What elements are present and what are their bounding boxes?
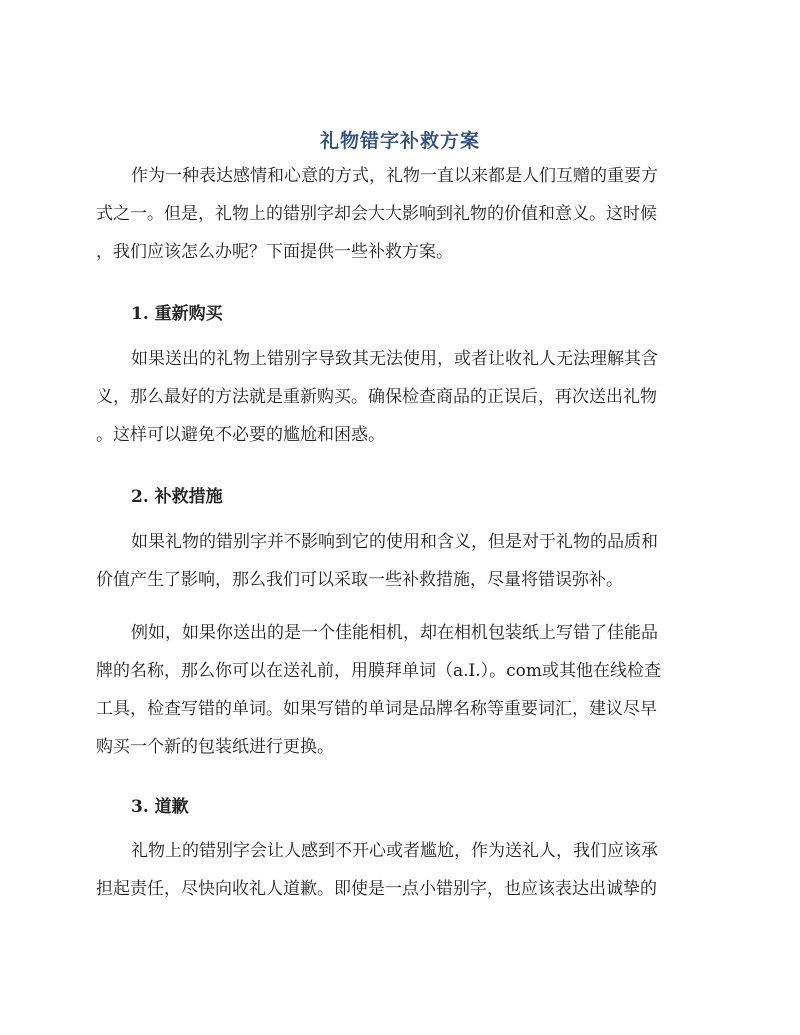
section2-paragraph-1 [96, 523, 716, 599]
section-heading-2: 2. 补救措施 [131, 487, 223, 507]
section2-line: 购买一个新的包装纸进行更换。 [96, 737, 334, 757]
section1-paragraph [96, 340, 716, 454]
intro-line: ，我们应该怎么办呢？下面提供一些补救方案。 [96, 242, 453, 262]
intro-paragraph [96, 157, 716, 271]
section1-line: 。这样可以避免不必要的尴尬和困惑。 [96, 425, 385, 445]
section-heading-1: 1. 重新购买 [131, 304, 223, 324]
section2-line: 例如，如果你送出的是一个佳能相机，却在相机包装纸上写错了佳能品 [131, 623, 658, 643]
section1-line: 如果送出的礼物上错别字导致其无法使用，或者让收礼人无法理解其含 [131, 349, 658, 369]
section3-line: 担起责任，尽快向收礼人道歉。即使是一点小错别字，也应该表达出诚挚的 [96, 879, 657, 899]
document-title: 礼物错字补救方案 [319, 130, 480, 152]
intro-line: 作为一种表达感情和心意的方式，礼物一直以来都是人们互赠的重要方 [131, 166, 658, 186]
section3-line: 礼物上的错别字会让人感到不开心或者尴尬，作为送礼人，我们应该承 [131, 841, 658, 861]
section1-line: 义，那么最好的方法就是重新购买。确保检查商品的正误后，再次送出礼物 [96, 387, 657, 407]
section2-line: 牌的名称，那么你可以在送礼前，用膜拜单词（a.I.）。com或其他在线检查 [96, 661, 662, 681]
section2-line: 如果礼物的错别字并不影响到它的使用和含义，但是对于礼物的品质和 [131, 532, 658, 552]
section2-paragraph-2 [96, 614, 716, 766]
intro-line: 式之一。但是，礼物上的错别字却会大大影响到礼物的价值和意义。这时候 [96, 204, 657, 224]
section3-paragraph [96, 832, 716, 908]
section2-line: 价值产生了影响，那么我们可以采取一些补救措施，尽量将错误弥补。 [96, 570, 623, 590]
section-heading-3: 3. 道歉 [131, 797, 189, 817]
section2-line: 工具，检查写错的单词。如果写错的单词是品牌名称等重要词汇，建议尽早 [96, 699, 657, 719]
